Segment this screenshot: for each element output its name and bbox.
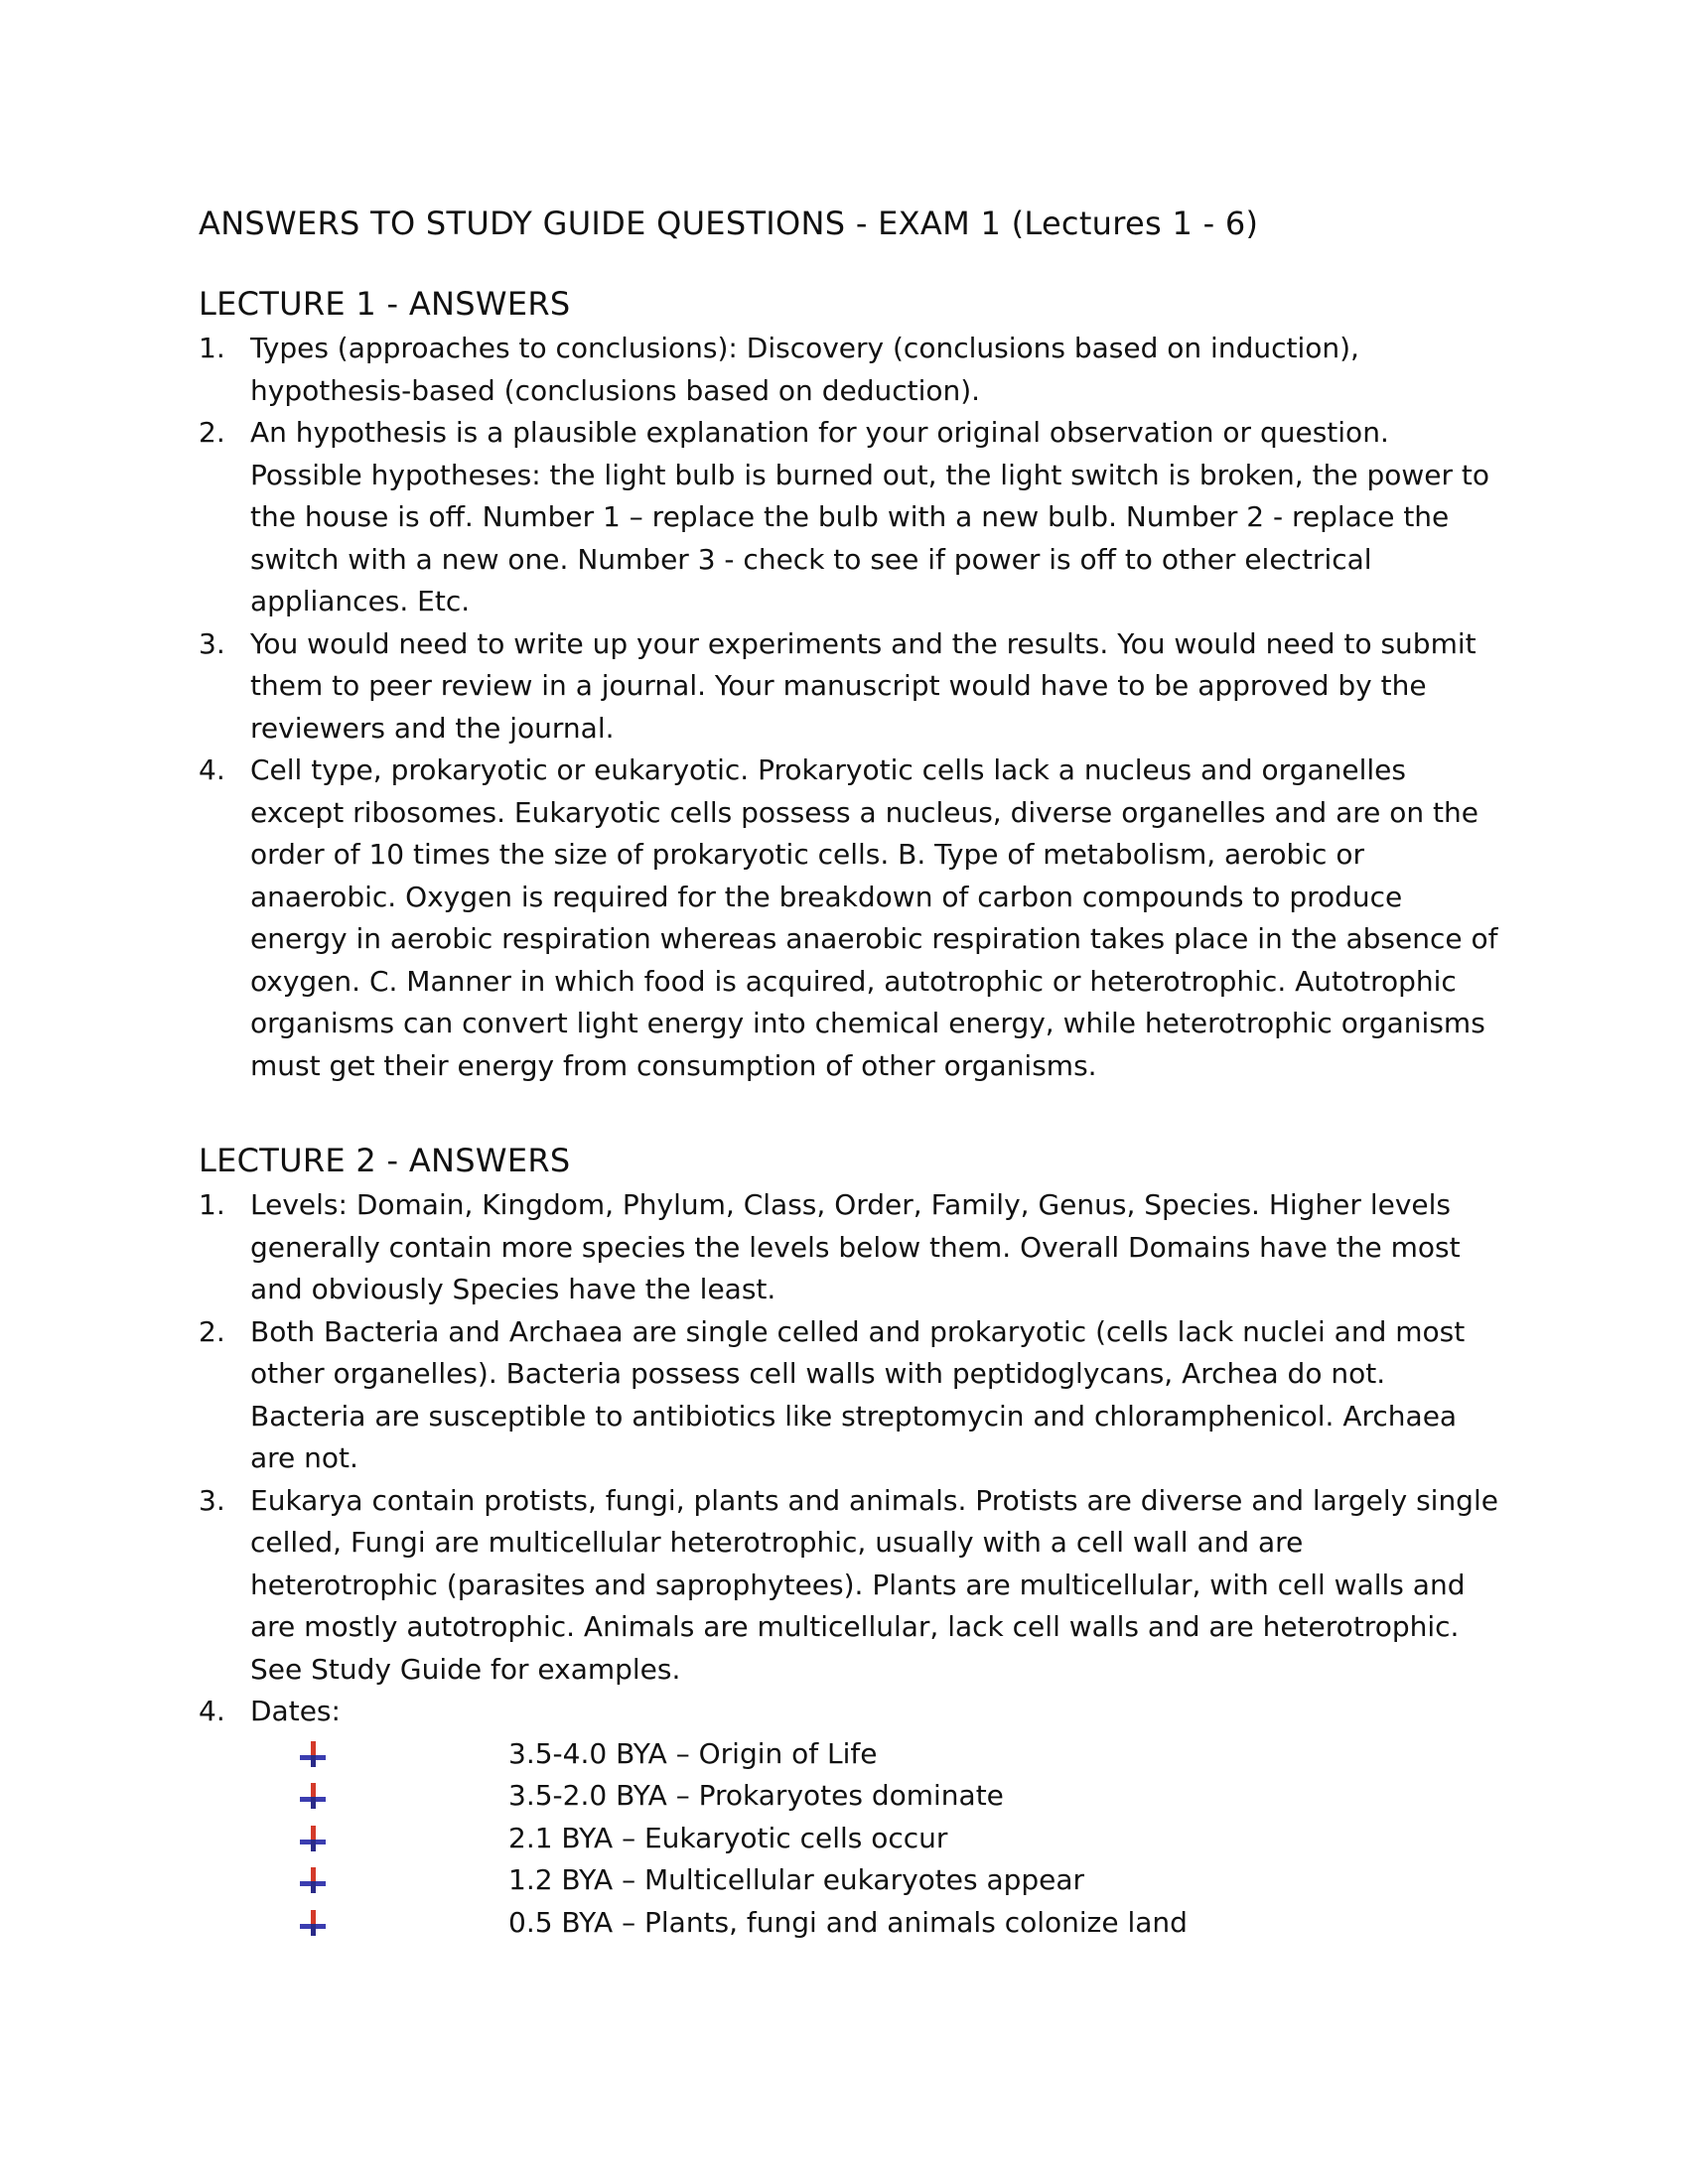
- answer-number: 1.: [199, 1188, 225, 1221]
- list-item: [199, 1184, 1499, 1311]
- date-text: 2.1 BYA – Eukaryotic cells occur: [508, 1821, 948, 1854]
- date-text: 0.5 BYA – Plants, fungi and animals colonize land: [508, 1905, 1188, 1939]
- answer-number: 2.: [199, 416, 225, 449]
- answer-number: 4.: [199, 753, 225, 786]
- cross-bullet-icon: [298, 1739, 328, 1769]
- lecture-1-section: [199, 280, 1499, 1087]
- lecture-2-heading: LECTURE 2 - ANSWERS: [199, 1142, 571, 1179]
- answer-text: Levels: Domain, Kingdom, Phylum, Class, Order, Family, Genus, Species. Higher levels generally contain more species the levels below them. Overall Domains have the most and obviously Species have the least.: [250, 1188, 1461, 1305]
- answer-text: Both Bacteria and Archaea are single celled and prokaryotic (cells lack nuclei and most other organelles). Bacteria possess cell walls with peptidoglycans, Archea do not. Bacteria are susceptible to antibiotics like streptomycin and chloramphenicol. Archaea are not.: [250, 1314, 1466, 1474]
- answer-number: 2.: [199, 1314, 225, 1348]
- list-item: [199, 1775, 1499, 1818]
- dates-list: [199, 1733, 1499, 1945]
- answer-text: You would need to write up your experiments and the results. You would need to submit them to peer review in a journal. Your manuscript would have to be approved by the reviewers and the journal.: [250, 626, 1477, 745]
- lecture-2-answer-list: [199, 1184, 1499, 1733]
- list-item: [199, 328, 1499, 412]
- lecture-1-answer-list: [199, 328, 1499, 1087]
- list-item: [199, 1818, 1499, 1860]
- answer-text: An hypothesis is a plausible explanation for your original observation or question. Possible hypotheses: the light bulb is burned out, the light switch is broken, the power to the house is off. Number 1 – replace the bulb with a new bulb. Number 2 - replace the switch with a new one. Number 3 - check to see if power is off to other electrical appliances. Etc.: [250, 416, 1490, 617]
- date-text: 3.5-2.0 BYA – Prokaryotes dominate: [508, 1779, 1004, 1812]
- list-item: [199, 750, 1499, 1087]
- date-text: 1.2 BYA – Multicellular eukaryotes appear: [508, 1863, 1085, 1896]
- cross-bullet-icon: [298, 1865, 328, 1895]
- list-item: [199, 1480, 1499, 1692]
- lecture-1-heading: LECTURE 1 - ANSWERS: [199, 285, 571, 323]
- answer-text: Types (approaches to conclusions): Discovery (conclusions based on induction), hypothesis-based (conclusions based on deduction).: [250, 332, 1359, 407]
- date-text: 3.5-4.0 BYA – Origin of Life: [508, 1736, 878, 1770]
- list-item: [199, 1311, 1499, 1480]
- cross-bullet-icon: [298, 1908, 328, 1938]
- cross-bullet-icon: [298, 1824, 328, 1853]
- cross-bullet-icon: [298, 1781, 328, 1811]
- answer-text: Dates:: [250, 1695, 341, 1727]
- list-item: [199, 1902, 1499, 1945]
- answer-number: 3.: [199, 626, 225, 660]
- list-item: [199, 412, 1499, 623]
- answer-text: Eukarya contain protists, fungi, plants and animals. Protists are diverse and largely single celled, Fungi are multicellular heterotrophic, usually with a cell wall and are heterotrophic (parasites and saprophytees). Plants are multicellular, with cell walls and are mostly autotrophic. Animals are multicellular, lack cell walls and are heterotrophic. See Study Guide for examples.: [250, 1483, 1498, 1686]
- answer-number: 3.: [199, 1483, 225, 1517]
- list-item: [199, 1859, 1499, 1902]
- list-item: [199, 1691, 1499, 1733]
- answer-number: 4.: [199, 1695, 225, 1727]
- list-item: [199, 1733, 1499, 1776]
- document-page: [199, 197, 1499, 1993]
- answer-number: 1.: [199, 332, 225, 364]
- answer-text: Cell type, prokaryotic or eukaryotic. Prokaryotic cells lack a nucleus and organelles except ribosomes. Eukaryotic cells possess a nucleus, diverse organelles and are on the order of 10 times the size of prokaryotic cells. B. Type of metabolism, aerobic or anaerobic. Oxygen is required for the breakdown of carbon compounds to produce energy in aerobic respiration whereas anaerobic respiration takes place in the absence of oxygen. C. Manner in which food is acquired, autotrophic or heterotrophic. Autotrophic organisms can convert light energy into chemical energy, while heterotrophic organisms must get their energy from consumption of other organisms.: [250, 753, 1498, 1082]
- document-title: ANSWERS TO STUDY GUIDE QUESTIONS - EXAM 1 (Lectures 1 - 6): [199, 205, 1259, 242]
- lecture-2-section: [199, 1137, 1499, 1944]
- list-item: [199, 623, 1499, 751]
